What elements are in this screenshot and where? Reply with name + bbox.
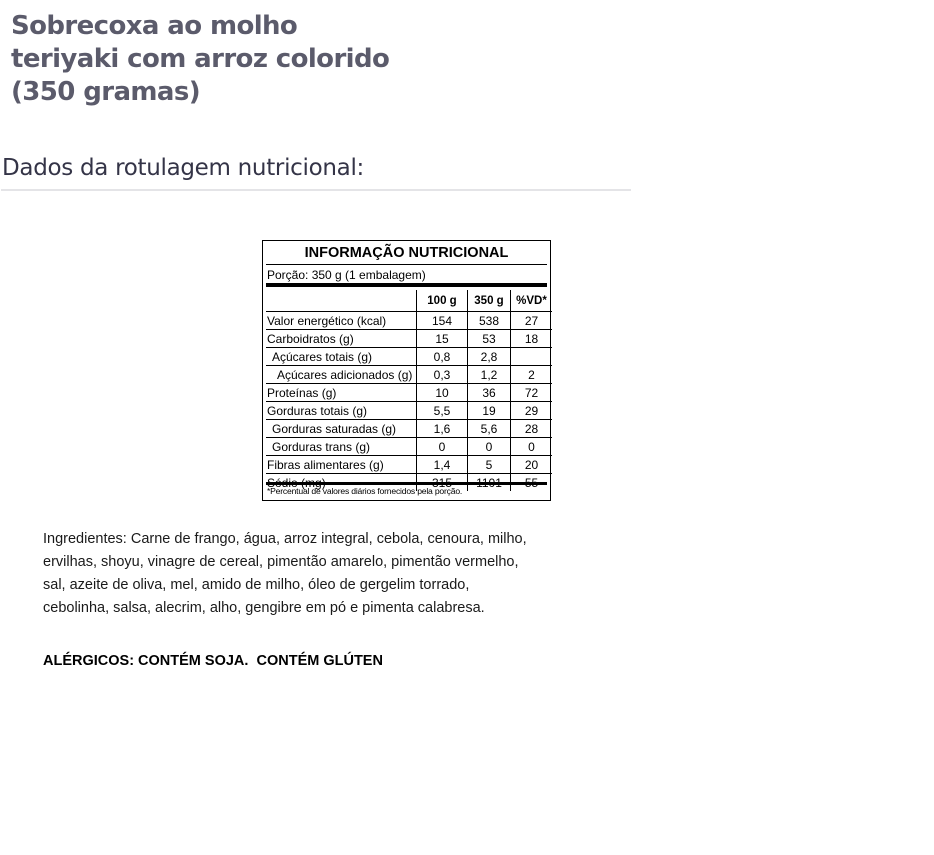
- value-350g: 19: [468, 402, 511, 420]
- value-daily: 18: [511, 330, 553, 348]
- table-row: [266, 366, 552, 384]
- nutrient-name: Açúcares totais (g): [266, 348, 417, 366]
- value-daily: 28: [511, 420, 553, 438]
- table-row: [266, 384, 552, 402]
- header-nutrient: [266, 290, 417, 312]
- value-350g: 5: [468, 456, 511, 474]
- header-daily-value: %VD*: [511, 290, 553, 312]
- value-350g: 538: [468, 312, 511, 330]
- daily-value-footnote: *Percentual de valores diários fornecidos pela porção.: [267, 486, 463, 496]
- value-100g: 5,5: [417, 402, 468, 420]
- value-daily: 27: [511, 312, 553, 330]
- table-header-row: [266, 290, 552, 312]
- product-title: [11, 10, 431, 109]
- value-100g: 1,4: [417, 456, 468, 474]
- nutrient-name: Gorduras saturadas (g): [266, 420, 417, 438]
- ingredients-text: Ingredientes: Carne de frango, água, arroz integral, cebola, cenoura, milho, ervilhas, shoyu, vinagre de cereal, pimentão amarelo, pimentão vermelho, sal, azeite de oliva, mel, amido de milho, óleo de gergelim torrado, cebolinha, salsa, alecrim, alho, gengibre em pó e pimenta calabresa.: [43, 531, 527, 616]
- product-title-line-3: (350 gramas): [11, 77, 200, 107]
- table-row: [266, 312, 552, 330]
- nutrient-name: Gorduras trans (g): [266, 438, 417, 456]
- allergens-warning: ALÉRGICOS: CONTÉM SOJA. CONTÉM GLÚTEN: [43, 653, 383, 669]
- value-100g: 10: [417, 384, 468, 402]
- value-daily: 72: [511, 384, 553, 402]
- product-title-line-2: teriyaki com arroz colorido: [11, 44, 390, 74]
- value-100g: 0,8: [417, 348, 468, 366]
- bottom-divider: [266, 482, 547, 485]
- nutrition-facts-panel: [262, 240, 551, 501]
- nutrition-section-heading: Dados da rotulagem nutricional:: [2, 155, 364, 181]
- value-350g: 5,6: [468, 420, 511, 438]
- nutrient-name: Valor energético (kcal): [266, 312, 417, 330]
- portion-size: Porção: 350 g (1 embalagem): [267, 268, 426, 282]
- value-350g: 53: [468, 330, 511, 348]
- value-350g: 1,2: [468, 366, 511, 384]
- value-daily: 29: [511, 402, 553, 420]
- title-rule: [266, 264, 547, 265]
- table-row: [266, 402, 552, 420]
- value-100g: 0: [417, 438, 468, 456]
- value-daily: [511, 348, 553, 366]
- value-100g: 1,6: [417, 420, 468, 438]
- table-row: [266, 330, 552, 348]
- nutrient-name: Carboidratos (g): [266, 330, 417, 348]
- nutrient-name: Fibras alimentares (g): [266, 456, 417, 474]
- nutrient-name: Gorduras totais (g): [266, 402, 417, 420]
- product-title-line-1: Sobrecoxa ao molho: [11, 11, 298, 41]
- value-100g: 0,3: [417, 366, 468, 384]
- nutrition-panel-title: INFORMAÇÃO NUTRICIONAL: [304, 245, 509, 261]
- value-100g: 154: [417, 312, 468, 330]
- value-daily: 20: [511, 456, 553, 474]
- thick-divider: [266, 283, 547, 287]
- nutrient-name: Açúcares adicionados (g): [266, 366, 417, 384]
- value-350g: 2,8: [468, 348, 511, 366]
- table-row: [266, 456, 552, 474]
- table-row: [266, 348, 552, 366]
- header-per-100g: 100 g: [417, 290, 468, 312]
- value-350g: 0: [468, 438, 511, 456]
- table-row: [266, 438, 552, 456]
- value-350g: 36: [468, 384, 511, 402]
- value-100g: 15: [417, 330, 468, 348]
- header-per-350g: 350 g: [468, 290, 511, 312]
- nutrient-name: Proteínas (g): [266, 384, 417, 402]
- section-divider: [1, 189, 631, 191]
- value-daily: 0: [511, 438, 553, 456]
- value-daily: 2: [511, 366, 553, 384]
- table-row: [266, 420, 552, 438]
- nutrition-table: [266, 290, 552, 491]
